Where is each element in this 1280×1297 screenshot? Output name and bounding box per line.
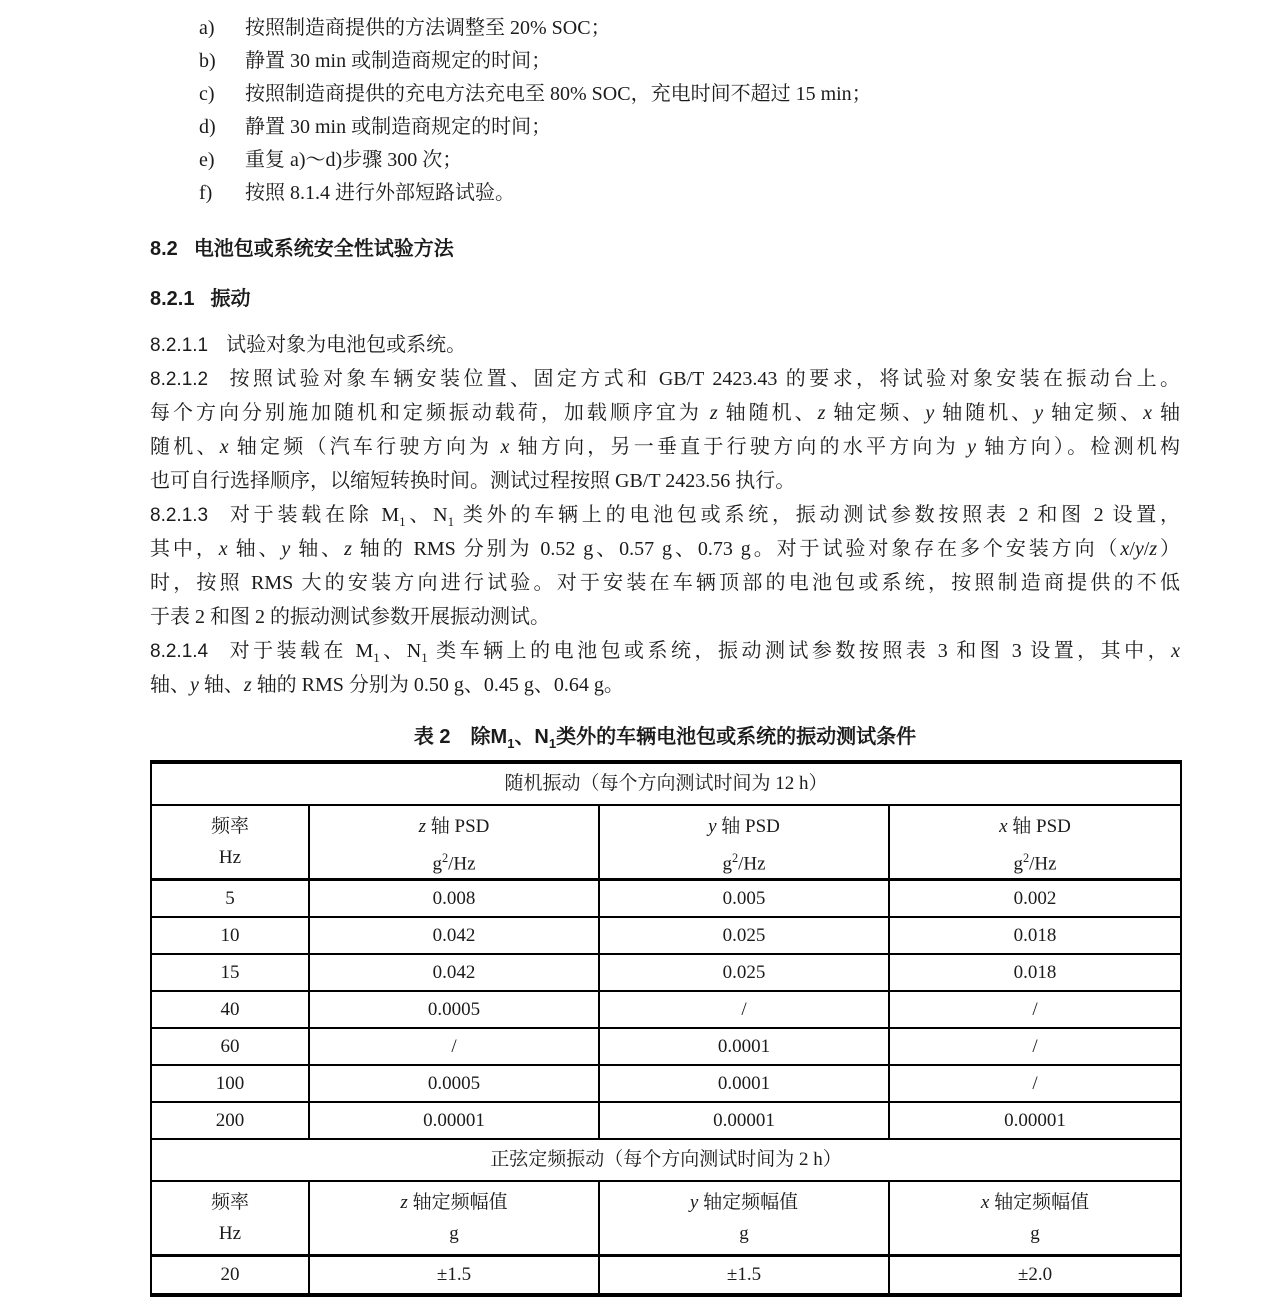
table-row bbox=[151, 880, 1181, 918]
table-row bbox=[151, 991, 1181, 1028]
clause-block bbox=[150, 328, 1180, 702]
section-heading-8-2 bbox=[150, 236, 1180, 262]
table-cell: / bbox=[309, 1028, 599, 1065]
header-label: z 轴定频幅值 bbox=[400, 1192, 508, 1213]
section-heading-8-2-1 bbox=[150, 286, 1180, 312]
clause-8-2-1-3-line: 其中，x 轴、y 轴、z 轴的 RMS 分别为 0.52 g、0.57 g、0.73 g。对于试验对象存在多个安装方向（x/y/z） bbox=[150, 538, 1181, 560]
column-header bbox=[151, 805, 309, 880]
table-cell: 40 bbox=[151, 991, 309, 1028]
vibration-test-table bbox=[150, 760, 1182, 1297]
section-number: 8.2 bbox=[150, 238, 178, 260]
table-section-title-row bbox=[151, 762, 1181, 805]
table-cell: 20 bbox=[151, 1256, 309, 1296]
table-cell: 0.018 bbox=[889, 954, 1181, 991]
table-cell: 0.00001 bbox=[889, 1102, 1181, 1139]
header-unit: g bbox=[449, 1223, 459, 1244]
clause-8-2-1-1-line bbox=[150, 328, 1180, 362]
table-cell: 0.005 bbox=[599, 880, 889, 918]
list-item-text: 重复 a)～d)步骤 300 次； bbox=[245, 149, 463, 171]
clause-8-2-1-3-line: 于表 2 和图 2 的振动测试参数开展振动测试。 bbox=[150, 606, 550, 628]
list-item-label: a) bbox=[199, 17, 215, 39]
list-item-text: 静置 30 min 或制造商规定的时间； bbox=[245, 116, 552, 138]
table-row bbox=[151, 1028, 1181, 1065]
clause-8-2-1-3-line bbox=[150, 498, 1180, 532]
table-cell: 10 bbox=[151, 917, 309, 954]
header-label: x 轴 PSD bbox=[999, 816, 1071, 837]
page-content bbox=[150, 0, 1180, 1297]
header-unit: g bbox=[739, 1223, 749, 1244]
table-cell: 0.0005 bbox=[309, 991, 599, 1028]
clause-number: 8.2.1.2 bbox=[150, 369, 209, 390]
header-label: x 轴定频幅值 bbox=[980, 1192, 1090, 1213]
table-cell: 0.008 bbox=[309, 880, 599, 918]
list-item-label: d) bbox=[199, 116, 216, 138]
table-cell: 0.00001 bbox=[599, 1102, 889, 1139]
table-cell: 0.0001 bbox=[599, 1028, 889, 1065]
table-cell: 0.025 bbox=[599, 954, 889, 991]
clause-8-2-1-4-line: 轴、y 轴、z 轴的 RMS 分别为 0.50 g、0.45 g、0.64 g。 bbox=[150, 674, 624, 696]
table-cell: / bbox=[889, 991, 1181, 1028]
clause-8-2-1-2-line: 随机、x 轴定频（汽车行驶方向为 x 轴方向，另一垂直于行驶方向的水平方向为 y 轴方向）。检测机构 bbox=[150, 436, 1181, 458]
column-header bbox=[599, 805, 889, 880]
clause-number: 8.2.1.4 bbox=[150, 641, 209, 662]
table-cell: ±2.0 bbox=[889, 1256, 1181, 1296]
table-cell: 0.042 bbox=[309, 954, 599, 991]
table-cell: 60 bbox=[151, 1028, 309, 1065]
list-item-text: 静置 30 min 或制造商规定的时间； bbox=[245, 50, 552, 72]
header-unit: Hz bbox=[218, 847, 242, 868]
header-label: y 轴 PSD bbox=[708, 816, 780, 837]
list-item-text: 按照 8.1.4 进行外部短路试验。 bbox=[245, 182, 515, 204]
table-cell: 0.0005 bbox=[309, 1065, 599, 1102]
list-item bbox=[150, 12, 1180, 45]
clause-8-2-1-4-line bbox=[150, 634, 1180, 668]
table-cell: ±1.5 bbox=[599, 1256, 889, 1296]
table-section-title: 正弦定频振动（每个方向测试时间为 2 h） bbox=[151, 1139, 1181, 1181]
clause-number: 8.2.1.3 bbox=[150, 505, 209, 526]
header-label: z 轴 PSD bbox=[418, 816, 490, 837]
table-row bbox=[151, 954, 1181, 991]
table-caption: 表 2 除$M_1$、$N_1$类外的车辆电池包或系统的振动测试条件 bbox=[413, 726, 917, 751]
header-label: y 轴定频幅值 bbox=[689, 1192, 799, 1213]
column-header bbox=[889, 1181, 1181, 1256]
list-item-text: 按照制造商提供的充电方法充电至 80% SOC，充电时间不超过 15 min； bbox=[245, 83, 872, 105]
table-cell: 100 bbox=[151, 1065, 309, 1102]
column-header bbox=[889, 805, 1181, 880]
table-cell: 0.025 bbox=[599, 917, 889, 954]
table-cell: ±1.5 bbox=[309, 1256, 599, 1296]
header-unit: g bbox=[1030, 1223, 1040, 1244]
table-section-title-row bbox=[151, 1139, 1181, 1181]
column-header bbox=[151, 1181, 309, 1256]
section-title: 振动 bbox=[210, 288, 251, 310]
header-unit: Hz bbox=[218, 1223, 242, 1244]
list-item-label: c) bbox=[199, 83, 215, 105]
clause-8-2-1-2-line bbox=[150, 362, 1180, 396]
procedure-list bbox=[150, 12, 1180, 210]
clause-text: 按照试验对象车辆安装位置、固定方式和 GB/T 2423.43 的要求，将试验对象安装在振动台上。 bbox=[226, 368, 1180, 390]
column-header bbox=[309, 805, 599, 880]
section-title: 电池包或系统安全性试验方法 bbox=[193, 238, 454, 260]
list-item-text: 按照制造商提供的方法调整至 20% SOC； bbox=[245, 17, 611, 39]
table-cell: 0.002 bbox=[889, 880, 1181, 918]
table-cell: 200 bbox=[151, 1102, 309, 1139]
table-cell: / bbox=[599, 991, 889, 1028]
list-item bbox=[150, 144, 1180, 177]
table-row bbox=[151, 1256, 1181, 1296]
section-number: 8.2.1 bbox=[150, 288, 195, 310]
table-cell: 0.018 bbox=[889, 917, 1181, 954]
clause-8-2-1-2-line: 每个方向分别施加随机和定频振动载荷，加载顺序宜为 z 轴随机、z 轴定频、y 轴随机、y 轴定频、x 轴 bbox=[150, 402, 1181, 424]
table-row bbox=[151, 1065, 1181, 1102]
list-item-label: f) bbox=[199, 182, 213, 204]
header-unit: $g^2/Hz$ bbox=[432, 851, 476, 875]
clause-text: 对于装载在除 $M_1$、$N_1$ 类外的车辆上的电池包或系统，振动测试参数按照表 2 和图 2 设置， bbox=[226, 504, 1180, 529]
table-cell: 5 bbox=[151, 880, 309, 918]
list-item-label: b) bbox=[199, 50, 216, 72]
list-item bbox=[150, 177, 1180, 210]
clause-number: 8.2.1.1 bbox=[150, 335, 209, 356]
table-cell: / bbox=[889, 1028, 1181, 1065]
table-row bbox=[151, 1102, 1181, 1139]
table-section-title: 随机振动（每个方向测试时间为 12 h） bbox=[151, 762, 1181, 805]
table-cell: 0.00001 bbox=[309, 1102, 599, 1139]
table-header-row bbox=[151, 1181, 1181, 1256]
clause-8-2-1-2-line: 也可自行选择顺序，以缩短转换时间。测试过程按照 GB/T 2423.56 执行。 bbox=[150, 470, 796, 492]
header-unit: $g^2/Hz$ bbox=[1013, 851, 1057, 875]
table-cell: / bbox=[889, 1065, 1181, 1102]
list-item bbox=[150, 78, 1180, 111]
clause-text: 对于装载在 $M_1$、$N_1$ 类车辆上的电池包或系统，振动测试参数按照表 3 和图 3 设置，其中，x bbox=[226, 640, 1181, 665]
clause-text: 试验对象为电池包或系统。 bbox=[226, 334, 467, 356]
table-row bbox=[151, 917, 1181, 954]
list-item bbox=[150, 111, 1180, 144]
header-label: 频率 bbox=[210, 816, 249, 837]
table-cell: 0.0001 bbox=[599, 1065, 889, 1102]
table-cell: 15 bbox=[151, 954, 309, 991]
column-header bbox=[309, 1181, 599, 1256]
header-label: 频率 bbox=[210, 1192, 249, 1213]
header-unit: $g^2/Hz$ bbox=[722, 851, 766, 875]
list-item-label: e) bbox=[199, 149, 215, 171]
clause-8-2-1-3-line: 时，按照 RMS 大的安装方向进行试验。对于安装在车辆顶部的电池包或系统，按照制造商提供的不低 bbox=[150, 572, 1180, 594]
table-header-row bbox=[151, 805, 1181, 880]
table-cell: 0.042 bbox=[309, 917, 599, 954]
list-item bbox=[150, 45, 1180, 78]
column-header bbox=[599, 1181, 889, 1256]
